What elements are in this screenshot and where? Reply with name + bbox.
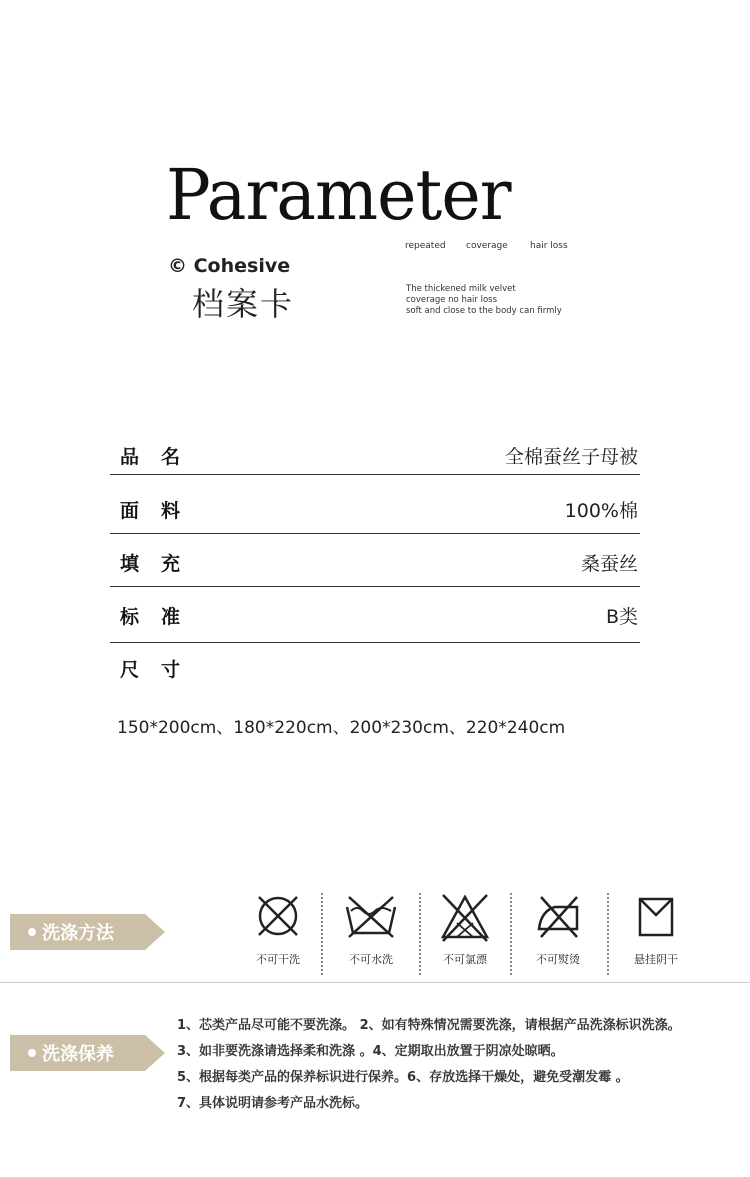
page-title: Parameter (166, 154, 511, 236)
spec-value: 桑蚕丝 (580, 553, 638, 575)
bullet-dot (28, 1049, 36, 1057)
bullet-dot (28, 928, 36, 936)
care-symbol-no-bleach (425, 893, 505, 967)
spec-label: 面料 (120, 500, 203, 522)
divider (110, 533, 640, 534)
description-line: The thickened milk velvet (406, 284, 516, 294)
no-dry-clean-icon (255, 893, 301, 939)
care-instruction: 3、如非要洗涤请选择柔和洗涤 。4、定期取出放置于阴凉处晾晒。 (177, 1044, 564, 1059)
divider (110, 586, 640, 587)
care-symbol-no-iron (518, 893, 598, 967)
divider (419, 893, 421, 975)
spec-label: 尺寸 (120, 659, 203, 681)
spec-value: 全棉蚕丝子母被 (504, 446, 638, 468)
no-bleach-icon (439, 893, 491, 943)
line-dry-shade-icon (636, 893, 676, 939)
description-line: soft and close to the body can firmly (406, 306, 562, 316)
care-label (10, 1035, 145, 1071)
divider (607, 893, 609, 975)
product-description (406, 284, 562, 317)
spec-label: 标准 (120, 606, 203, 628)
no-wash-icon (343, 893, 399, 939)
section-label-text: 洗涤保养 (42, 1044, 114, 1065)
care-symbol-no-dry-clean (238, 893, 318, 967)
spec-value: B类 (605, 606, 638, 628)
divider (321, 893, 323, 975)
divider (110, 474, 640, 475)
care-caption: 悬挂阴干 (634, 953, 678, 966)
spec-label: 品名 (120, 446, 203, 468)
size-options: 150*200cm、180*220cm、200*230cm、220*240cm (117, 718, 566, 738)
section-divider (0, 982, 750, 983)
no-iron-icon (533, 893, 583, 939)
description-line: coverage no hair loss (406, 295, 498, 305)
tag: hair loss (530, 241, 568, 251)
care-instruction: 1、芯类产品尽可能不要洗涤。 2、如有特殊情况需要洗涤，请根据产品洗涤标识洗涤。 (177, 1018, 681, 1033)
care-caption: 不可氯漂 (443, 953, 487, 966)
care-caption: 不可水洗 (349, 953, 393, 966)
care-instruction: 5、根据每类产品的保养标识进行保养。6、存放选择干燥处，避免受潮发霉 。 (177, 1070, 629, 1085)
brand-name: © Cohesive (168, 255, 291, 277)
divider (110, 642, 640, 643)
brand-subtitle: 档案卡 (192, 285, 295, 323)
care-symbol-line-dry (616, 893, 696, 967)
tag: repeated (405, 241, 446, 251)
washing-method-label (10, 914, 145, 950)
care-instruction: 7、具体说明请参考产品水洗标。 (177, 1096, 369, 1111)
tag: coverage (466, 241, 508, 251)
care-symbol-no-wash (331, 893, 411, 967)
care-caption: 不可干洗 (256, 953, 300, 966)
care-caption: 不可熨烫 (536, 953, 580, 966)
spec-value: 100%棉 (564, 500, 638, 522)
spec-label: 填充 (120, 553, 203, 575)
feature-tags (405, 241, 568, 251)
divider (510, 893, 512, 975)
section-label-text: 洗涤方法 (42, 923, 114, 944)
